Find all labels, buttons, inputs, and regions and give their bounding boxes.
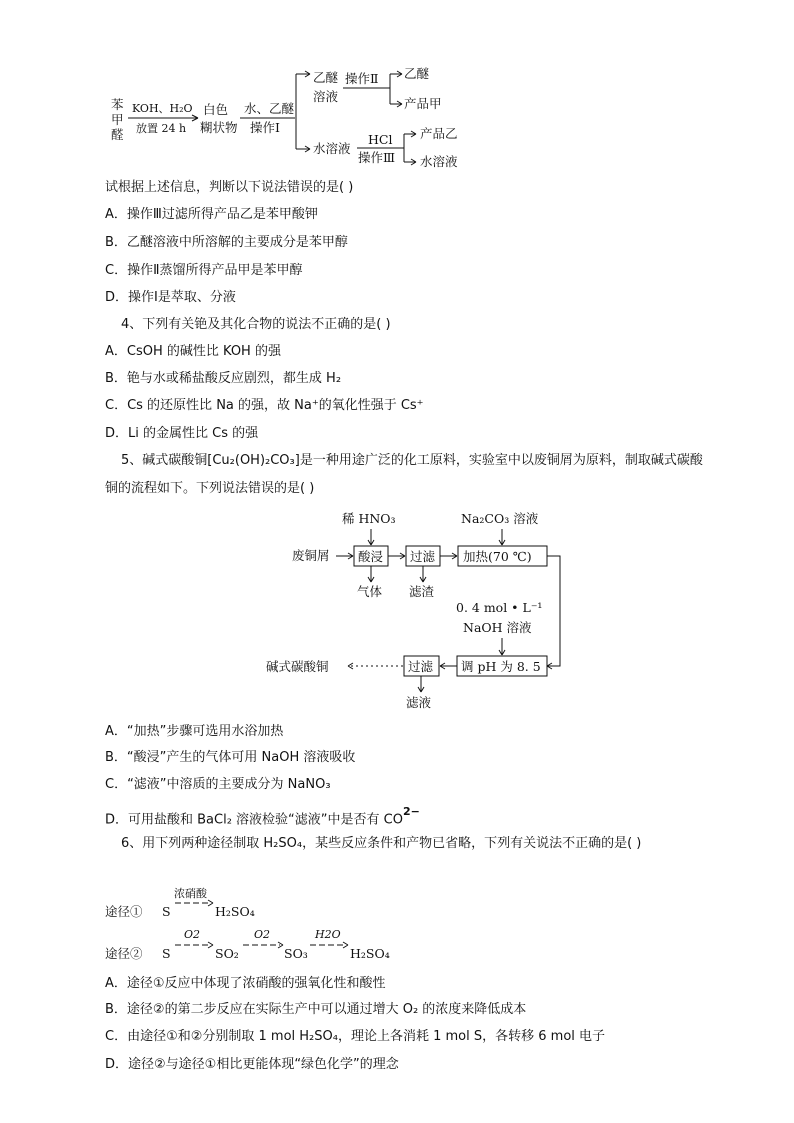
q6-stem: 6、用下列两种途径制取 H₂SO₄，某些反应条件和产物已省略，下列有关说法不正确的是( ) xyxy=(121,836,642,851)
q5-option-d-text: D．可用盐酸和 BaCl₂ 溶液检验“滤液”中是否有 CO xyxy=(105,812,403,828)
route2-arrow-2-head xyxy=(278,942,283,948)
q3-option-d: D．操作Ⅰ是萃取、分液 xyxy=(105,290,236,305)
route2-reagent-2: O2 xyxy=(254,928,271,941)
route1-arrow-head xyxy=(208,900,213,906)
q3-option-a: A．操作Ⅲ过滤所得产品乙是苯甲酸钾 xyxy=(105,207,318,222)
q4-option-a: A．CsOH 的碱性比 KOH 的强 xyxy=(105,344,281,359)
op3-label: 操作Ⅲ xyxy=(358,150,396,165)
route1-label: 途径① xyxy=(105,904,143,919)
reagent-hno3: 稀 HNO₃ xyxy=(342,511,396,526)
output-product-b: 产品乙 xyxy=(420,126,458,141)
q5-option-c: C．“滤液”中溶质的主要成分为 NaNO₃ xyxy=(105,777,331,792)
box-filter-2-label: 过滤 xyxy=(408,659,434,674)
q6-option-b: B．途径②的第二步反应在实际生产中可以通过增大 O₂ 的浓度来降低成本 xyxy=(105,1002,527,1017)
route1-product: H₂SO₄ xyxy=(215,904,255,919)
box-filter-1-label: 过滤 xyxy=(410,549,436,564)
output-aqueous: 水溶液 xyxy=(420,154,458,169)
ether-solution-line1: 乙醚 xyxy=(313,70,339,85)
route2-product: H₂SO₄ xyxy=(350,946,390,961)
node1-line1: 白色 xyxy=(203,102,229,117)
q6-option-a: A．途径①反应中体现了浓硝酸的强氧化性和酸性 xyxy=(105,976,386,991)
output-basic-copper-carbonate: 碱式碳酸铜 xyxy=(266,659,329,674)
box-adjust-ph-label: 调 pH 为 8. 5 xyxy=(461,659,541,674)
q5-stem-line1: 5、碱式碳酸铜[Cu₂(OH)₂CO₃]是一种用途广泛的化工原料，实验室中以废铜屑为原料，制取碱式碳酸 xyxy=(121,453,703,468)
output-ether: 乙醚 xyxy=(404,66,430,81)
q5-option-b: B．“酸浸”产生的气体可用 NaOH 溶液吸收 xyxy=(105,750,356,765)
q5-option-a: A．“加热”步骤可选用水浴加热 xyxy=(105,724,284,739)
arrow1-bottom-label: 放置 24 h xyxy=(136,122,187,135)
q5-option-d-superscript: 2− xyxy=(402,805,420,818)
q6-option-d: D．途径②与途径①相比更能体现“绿色化学”的理念 xyxy=(105,1057,399,1072)
start-char-2: 甲 xyxy=(111,112,124,127)
start-char-1: 苯 xyxy=(111,97,124,112)
route2-reagent-3: H2O xyxy=(315,928,341,941)
q5-stem-line2: 铜的流程如下。下列说法错误的是( ) xyxy=(105,481,315,496)
route2-arrow-1-head xyxy=(208,942,213,948)
route1-s: S xyxy=(162,904,171,919)
route2-label: 途径② xyxy=(105,946,143,961)
box-acid-leach-label: 酸浸 xyxy=(358,549,384,564)
aqueous-solution: 水溶液 xyxy=(313,141,351,156)
output-gas: 气体 xyxy=(357,584,383,599)
output-residue: 滤渣 xyxy=(409,584,435,599)
box-heat-label: 加热(70 ℃) xyxy=(463,549,532,564)
output-product-a: 产品甲 xyxy=(404,96,442,111)
node1-line2: 糊状物 xyxy=(200,120,238,135)
ether-solution-line2: 溶液 xyxy=(313,89,339,104)
arrow2-top-label: 水、乙醚 xyxy=(244,101,295,116)
naoh-solution: NaOH 溶液 xyxy=(463,620,532,635)
naoh-concentration: 0. 4 mol • L⁻¹ xyxy=(456,600,543,615)
route2-s: S xyxy=(162,946,171,961)
route2-arrow-3-head xyxy=(343,942,348,948)
route1-reagent: 浓硝酸 xyxy=(174,887,207,900)
q6-option-c: C．由途径①和②分别制取 1 mol H₂SO₄，理论上各消耗 1 mol S，各转移 6 mol 电子 xyxy=(105,1029,606,1044)
route2-so3: SO₃ xyxy=(284,946,308,961)
q3-stem: 试根据上述信息，判断以下说法错误的是( ) xyxy=(105,180,354,195)
q4-option-b: B．铯与水或稀盐酸反应剧烈，都生成 H₂ xyxy=(105,371,342,386)
q4-option-c: C．Cs 的还原性比 Na 的强，故 Na⁺的氧化性强于 Cs⁺ xyxy=(105,398,424,413)
q4-option-d: D．Li 的金属性比 Cs 的强 xyxy=(105,426,259,441)
arrow2-bottom-label: 操作Ⅰ xyxy=(250,120,280,135)
hcl-label: HCl xyxy=(368,132,393,147)
q3-option-b: B．乙醚溶液中所溶解的主要成分是苯甲醇 xyxy=(105,235,348,250)
route2-so2: SO₂ xyxy=(215,946,239,961)
op2-label: 操作Ⅱ xyxy=(345,71,379,86)
route2-reagent-1: O2 xyxy=(184,928,201,941)
q3-option-c: C．操作Ⅱ蒸馏所得产品甲是苯甲醇 xyxy=(105,263,303,278)
arrow1-top-label: KOH、H₂O xyxy=(132,102,193,115)
q4-stem: 4、下列有关铯及其化合物的说法不正确的是( ) xyxy=(121,317,391,332)
start-scrap-copper: 废铜屑 xyxy=(292,548,330,563)
reagent-na2co3: Na₂CO₃ 溶液 xyxy=(461,511,539,526)
start-char-3: 醛 xyxy=(111,127,124,142)
output-filtrate: 滤液 xyxy=(406,695,432,710)
